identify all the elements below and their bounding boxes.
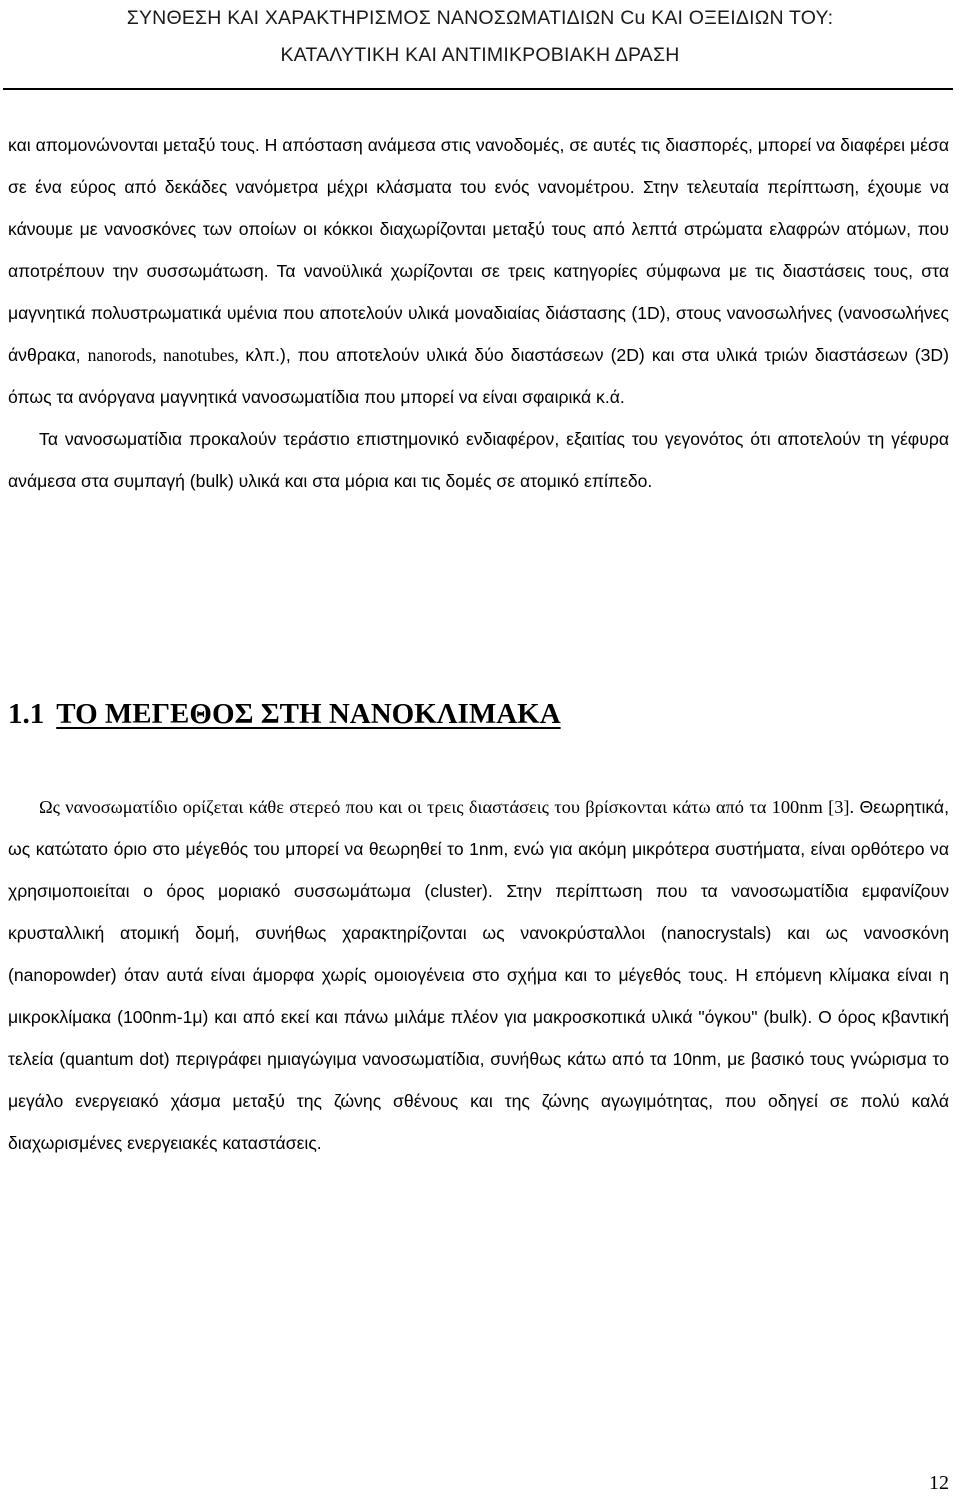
page-number: 12 xyxy=(929,1472,949,1494)
section-paragraph-block xyxy=(8,786,949,1164)
section-paragraph-sentence-3: Στην περίπτωση που τα νανοσωματίδια εμφανίζουν κρυσταλλική ατομική δομή, συνήθως χαρακτηρίζονται ως νανοκρύσταλλοι (nanocrystals) και ως νανοσκόνη (nanopowder) όταν αυτά είναι άμορφα χωρίς ομοιογένεια στο σχήμα και το μέγεθός τους. xyxy=(8,881,950,985)
section-number: 1.1 xyxy=(8,698,45,730)
section-paragraph-sentence-4: Η επόμενη κλίμακα είναι η μικροκλίμακα (100nm-1μ) και από εκεί και πάνω μιλάμε πλέον για μακροσκοπικά υλικά "όγκου" (bulk). xyxy=(8,965,949,1027)
header-title-line-1: ΣΥΝΘΕΣΗ ΚΑΙ ΧΑΡΑΚΤΗΡΙΣΜΟΣ ΝΑΝΟΣΩΜΑΤΙΔΙΩΝ Cu ΚΑΙ ΟΞΕΙΔΙΩΝ ΤΟΥ: xyxy=(126,7,834,29)
section-heading xyxy=(8,694,561,734)
continuation-text: και απομονώνονται μεταξύ τους. Η απόσταση ανάμεσα στις νανοδομές, σε αυτές τις διασπορές, μπορεί να διαφέρει μέσα σε ένα εύρος από δεκάδες νανόμετρα μέχρι κλάσματα του ενός νανομέτρου. Στην τελευταία περίπτωση, έχουμε να κάνουμε με νανοσκόνες των οποίων οι κόκκοι διαχωρίζονται μεταξύ τους από λεπτά στρώματα ελαφρών ατόμων, που αποτρέπουν την συσσωμάτωση. Τα νανοϋλικά χωρίζονται σε τρεις κατηγορίες σύμφωνα με τις διαστάσεις τους, στα μαγνητικά πολυστρωματικά υμένια που αποτελούν υλικά μοναδιαίας διάστασης (1D), στους νανοσωλήνες (νανοσωλήνες άνθρακα, xyxy=(8,135,949,365)
continuation-paragraph-block xyxy=(8,124,949,502)
page-header xyxy=(0,0,960,74)
section-paragraph-sentence-5: Ο όρος κβαντική τελεία (quantum dot) περιγράφει ημιαγώγιμα νανοσωματίδια, συνήθως κάτω από τα 10nm, με βασικό τους γνώρισμα το μεγάλο ενεργειακό χάσμα μεταξύ της ζώνης σθένους και της ζώνης αγωγιμότητας, που οδηγεί σε πολύ καλά διαχωρισμένες ενεργειακές καταστάσεις. xyxy=(8,1007,950,1153)
continuation-text-end: κλπ.), που αποτελούν υλικά δύο διαστάσεων (2D) και στα υλικά τριών διαστάσεων (3D) όπως τα ανόργανα μαγνητικά νανοσωματίδια που μπορεί να είναι σφαιρικά κ.ά. xyxy=(8,345,949,407)
header-title-line-2: ΚΑΤΑΛΥΤΙΚΗ ΚΑΙ ΑΝΤΙΜΙΚΡΟΒΙΑΚΗ ΔΡΑΣΗ xyxy=(280,44,680,66)
section-title: ΤΟ ΜΕΓΕΘΟΣ ΣΤΗ ΝΑΝΟΚΛΙΜΑΚΑ xyxy=(56,698,561,730)
second-paragraph: Τα νανοσωματίδια προκαλούν τεράστιο επιστημονικό ενδιαφέρον, εξαιτίας του γεγονότος ότι αποτελούν τη γέφυρα ανάμεσα στα συμπαγή (bulk) υλικά και στα μόρια και τις δομές σε ατομικό επίπεδο. xyxy=(8,429,949,491)
section-paragraph-sentence-2: Θεωρητικά, ως κατώτατο όριο στο μέγεθός του μπορεί να θεωρηθεί το 1nm, ενώ για ακόμη μικρότερα συστήματα, είναι ορθότερο να χρησιμοποιείται ο όρος μοριακό συσσωμάτωμα (cluster). xyxy=(8,797,949,901)
continuation-paragraph xyxy=(8,124,949,418)
section-paragraph-sentence-1: Ως νανοσωματίδιο ορίζεται κάθε στερεό που και οι τρεις διαστάσεις του βρίσκονται κάτω από τα 100nm [3]. xyxy=(39,797,860,817)
header-divider xyxy=(3,88,953,90)
continuation-english-terms: nanorods, nanotubes, xyxy=(87,345,246,365)
section-paragraph xyxy=(8,786,949,1164)
